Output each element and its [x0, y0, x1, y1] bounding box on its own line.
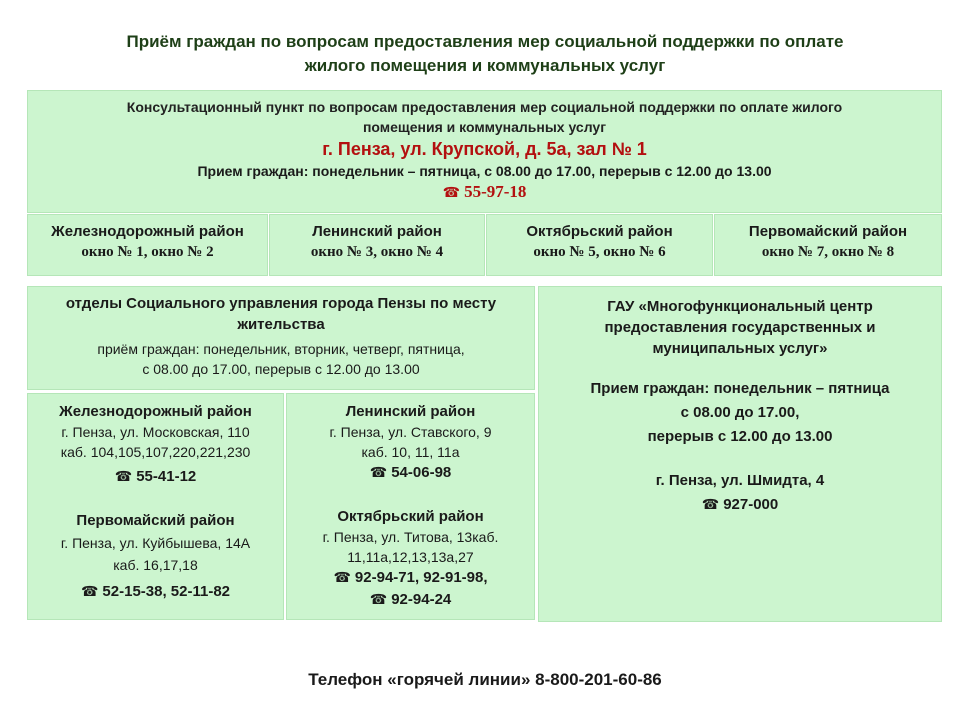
window-cell-pervomaisky	[714, 214, 942, 276]
window-numbers: окно № 1, окно № 2	[81, 244, 214, 260]
consult-heading-line2: помещения и коммунальных услуг	[362, 119, 607, 135]
phone-icon: ☎	[369, 592, 388, 608]
mfc-name-line1: ГАУ «Многофункциональный центр	[607, 298, 873, 315]
window-district: Первомайский район	[748, 223, 908, 240]
departments-heading-line1: отделы Социального управления города Пензы по месту	[65, 295, 497, 312]
phone-icon: ☎	[333, 570, 351, 586]
window-numbers: окно № 3, окно № 4	[310, 244, 444, 260]
departments-left-column	[27, 393, 284, 620]
page-title-line1: Приём граждан по вопросам предоставления мер социальной поддержки по оплате	[126, 32, 844, 51]
dept-oktyabrsky-address-line1: г. Пенза, ул. Титова, 13каб.	[322, 529, 499, 545]
mfc-hours-line3: перерыв с 12.00 до 13.00	[647, 428, 833, 445]
phone-icon: ☎	[80, 584, 99, 600]
phone-icon: ☎	[442, 185, 461, 201]
phone-icon: ☎	[114, 469, 133, 485]
dept-oktyabrsky-address-line2: 11,11а,12,13,13а,27	[347, 549, 474, 565]
departments-hours-line2: с 08.00 до 17.00, перерыв с 12.00 до 13.00	[142, 361, 420, 377]
window-district: Ленинский район	[312, 223, 442, 240]
phone-icon: ☎	[369, 465, 388, 481]
mfc-panel	[538, 286, 942, 622]
dept-zheleznodorozhny-address: г. Пенза, ул. Московская, 110	[61, 424, 250, 440]
page-title	[0, 30, 970, 78]
window-district: Железнодорожный район	[51, 223, 244, 240]
consult-address: г. Пенза, ул. Крупской, д. 5а, зал № 1	[322, 139, 647, 159]
dept-pervomaisky-address: г. Пенза, ул. Куйбышева, 14А	[60, 535, 251, 551]
mfc-phone: ☎ 927-000	[701, 496, 779, 513]
dept-zheleznodorozhny-rooms: каб. 104,105,107,220,221,230	[60, 444, 251, 460]
consult-phone	[28, 181, 941, 204]
consult-heading-line1: Консультационный пункт по вопросам предоставления мер социальной поддержки по оплате жилого	[126, 99, 843, 115]
departments-hours-line1: приём граждан: понедельник, вторник, четверг, пятница,	[97, 341, 465, 357]
dept-leninsky-address: г. Пенза, ул. Ставского, 9	[329, 424, 492, 440]
dept-pervomaisky-rooms: каб. 16,17,18	[113, 557, 198, 573]
window-cell-leninsky	[269, 214, 485, 276]
mfc-address: г. Пенза, ул. Шмидта, 4	[655, 472, 825, 489]
phone-icon: ☎	[701, 497, 720, 513]
dept-leninsky-phone: ☎ 54-06-98	[369, 464, 452, 481]
mfc-name-line3: муниципальных услуг»	[652, 340, 828, 357]
hotline-text: Телефон «горячей линии» 8-800-201-60-86	[308, 670, 662, 689]
dept-pervomaisky-phone: ☎ 52-15-38, 52-11-82	[80, 583, 231, 600]
dept-oktyabrsky-phone1: ☎ 92-94-71, 92-91-98,	[333, 569, 488, 586]
mfc-hours-line1: Прием граждан: понедельник – пятница	[590, 380, 890, 397]
consult-hours: Прием граждан: понедельник – пятница, с 08.00 до 17.00, перерыв с 12.00 до 13.00	[197, 163, 772, 179]
window-numbers: окно № 5, окно № 6	[533, 244, 666, 260]
dept-zheleznodorozhny-phone: ☎ 55-41-12	[114, 468, 197, 485]
dept-zheleznodorozhny-district: Железнодорожный район	[59, 403, 252, 420]
mfc-name-line2: предоставления государственных и	[604, 319, 876, 336]
departments-panel	[27, 286, 535, 390]
window-numbers: окно № 7, окно № 8	[761, 244, 895, 260]
dept-oktyabrsky-district: Октябрьский район	[337, 508, 484, 525]
departments-heading-line2: жительства	[237, 316, 325, 333]
dept-oktyabrsky-phone2: ☎ 92-94-24	[369, 591, 452, 608]
window-district: Октябрьский район	[526, 223, 673, 240]
dept-leninsky-district: Ленинский район	[345, 403, 476, 420]
dept-leninsky-rooms: каб. 10, 11, 11а	[361, 444, 460, 460]
page-title-line2: жилого помещения и коммунальных услуг	[304, 56, 666, 75]
mfc-hours-line2: с 08.00 до 17.00,	[680, 404, 800, 421]
departments-right-column	[286, 393, 535, 620]
window-cell-zheleznodorozhny	[27, 214, 268, 276]
consult-point-panel	[27, 90, 942, 213]
consult-phone-number: 55-97-18	[464, 182, 527, 201]
dept-pervomaisky-district: Первомайский район	[76, 512, 235, 529]
window-cell-oktyabrsky	[486, 214, 713, 276]
